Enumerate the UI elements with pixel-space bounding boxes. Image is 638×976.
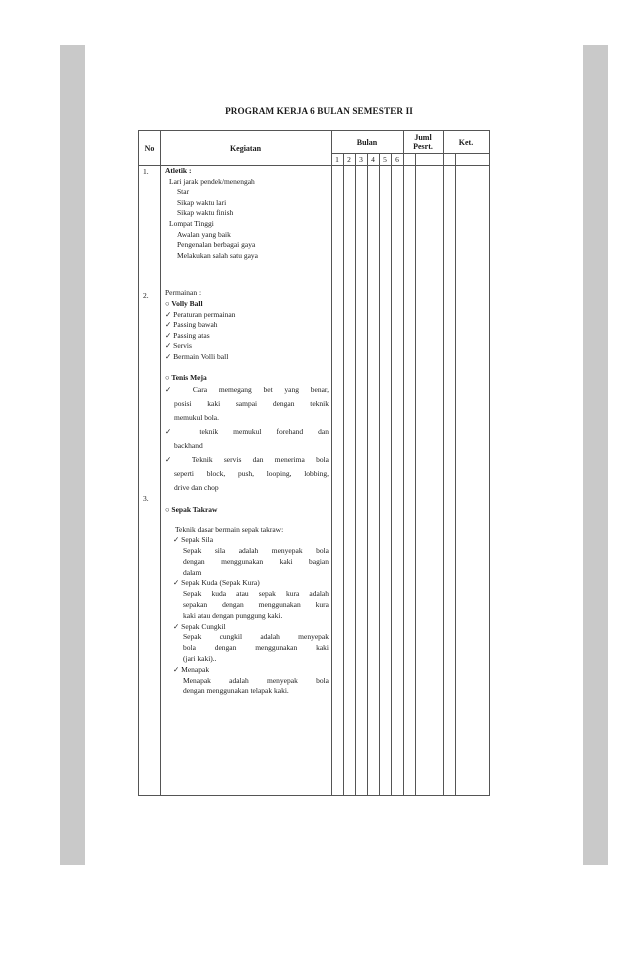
list-item: ✓ Bermain Volli ball [165,351,229,361]
list-item-continuation: kaki atau dengan punggung kaki. [183,610,283,620]
list-item: Sikap waktu lari [177,197,227,207]
circle-bullet-icon: ○ [165,298,172,308]
col-divider-m2 [355,153,356,795]
check-icon: ✓ [165,330,174,340]
list-item: ✓ Servis [165,341,192,351]
takraw-techniques [165,535,329,697]
check-icon: ✓ [173,621,182,631]
list-item: ✓ teknik memukul forehand dan [165,427,329,437]
row-number-1: 1. [143,167,149,176]
list-item: ✓ Passing atas [165,330,210,340]
month-6: 6 [395,155,399,164]
col-divider-ket-sub [455,153,456,795]
circle-bullet-icon: ○ [165,505,172,515]
row-number-2: 2. [143,291,149,300]
list-item: Awalan yang baik [177,229,231,239]
list-item: Melakukan salah satu gaya [177,250,259,260]
month-5: 5 [383,155,387,164]
list-item: ✓ Passing bawah [165,320,218,330]
takraw-intro: Teknik dasar bermain sepak takraw: [175,524,284,534]
list-item: ✓ Sepak Kuda (Sepak Kura) [173,578,260,588]
list-item: Lari jarak pendek/menengah [169,176,255,186]
list-item: ✓ Menapak [173,664,210,674]
list-item: Lompat Tinggi [169,218,214,228]
col-divider-bulan [403,131,404,795]
check-icon: ✓ [165,427,200,437]
col-divider-m4 [379,153,380,795]
document-title: PROGRAM KERJA 6 BULAN SEMESTER II [225,106,413,116]
list-item-continuation: Menapak adalah menyepak bola [183,675,329,685]
check-icon: ✓ [173,578,182,588]
list-item-continuation: Sepak sila adalah menyepak bola [183,546,329,556]
list-item-continuation: posisi kaki sampai dengan teknik [174,399,329,409]
list-item-continuation: drive dan chop [174,483,219,493]
section-atletik-title: Atletik : [165,166,192,175]
volly-heading: ○ Volly Ball [165,298,203,308]
list-item-continuation: backhand [174,441,203,451]
kegiatan-content [165,166,329,697]
list-item: ✓ Cara memegang bet yang benar, [165,385,329,395]
takraw-heading: ○ Sepak Takraw [165,505,218,515]
check-icon: ✓ [165,385,193,395]
check-icon: ✓ [165,309,174,319]
header-bulan: Bulan [356,138,378,147]
list-item-continuation: Sepak cungkil adalah menyepak [183,632,329,642]
header-no: No [144,144,155,153]
col-divider-kegiatan [331,131,332,795]
list-item-continuation: Sepak kuda atau sepak kura adalah [183,589,329,599]
list-item: ✓ Teknik servis dan menerima bola [165,455,329,465]
list-item: Star [177,187,190,197]
check-icon: ✓ [165,351,174,361]
list-item-continuation: memukul bola. [174,413,219,423]
col-divider-m1 [343,153,344,795]
list-item: ✓ Sepak Cungkil [173,621,226,631]
row-number-3: 3. [143,494,149,503]
tenis-point-1 [165,383,329,495]
check-icon: ✓ [165,341,174,351]
check-icon: ✓ [173,535,182,545]
list-item-continuation: seperti block, push, looping, lobbing, [174,469,329,479]
check-icon: ✓ [173,664,182,674]
header-jumlah-2: Pesrt. [413,142,433,151]
tenis-heading: ○ Tenis Meja [165,372,207,382]
list-item: Pengenalan berbagai gaya [177,240,256,250]
row-divider-right [403,153,489,154]
list-item: ✓ Sepak Sila [173,535,214,545]
list-item: ✓ Peraturan permainan [165,309,236,319]
list-item-continuation: sepakan dengan menggunakan kura [183,600,329,610]
section-permainan-title: Permainan : [165,288,202,298]
check-icon: ✓ [165,320,174,330]
header-kegiatan: Kegiatan [229,144,262,153]
list-item-continuation: dengan menggunakan kaki bagian [183,556,329,566]
row-divider-bulan [331,153,403,154]
col-divider-jumlah [443,131,444,795]
month-4: 4 [371,155,375,164]
header-ket: Ket. [458,138,474,147]
list-item-continuation: bola dengan menggunakan kaki [183,643,329,653]
check-icon: ✓ [165,455,192,465]
list-item-continuation: dalam [183,567,202,577]
header-jumlah-1: Juml [414,133,432,142]
col-divider-no [160,131,161,795]
col-divider-m3 [367,153,368,795]
col-divider-jumlah-sub [415,153,416,795]
list-item-continuation: (jari kaki).. [183,654,217,664]
month-1: 1 [335,155,339,164]
month-3: 3 [359,155,363,164]
circle-bullet-icon: ○ [165,372,172,382]
list-item: Sikap waktu finish [177,208,234,218]
month-2: 2 [347,155,351,164]
list-item-continuation: dengan menggunakan telapak kaki. [183,686,289,696]
col-divider-m5 [391,153,392,795]
